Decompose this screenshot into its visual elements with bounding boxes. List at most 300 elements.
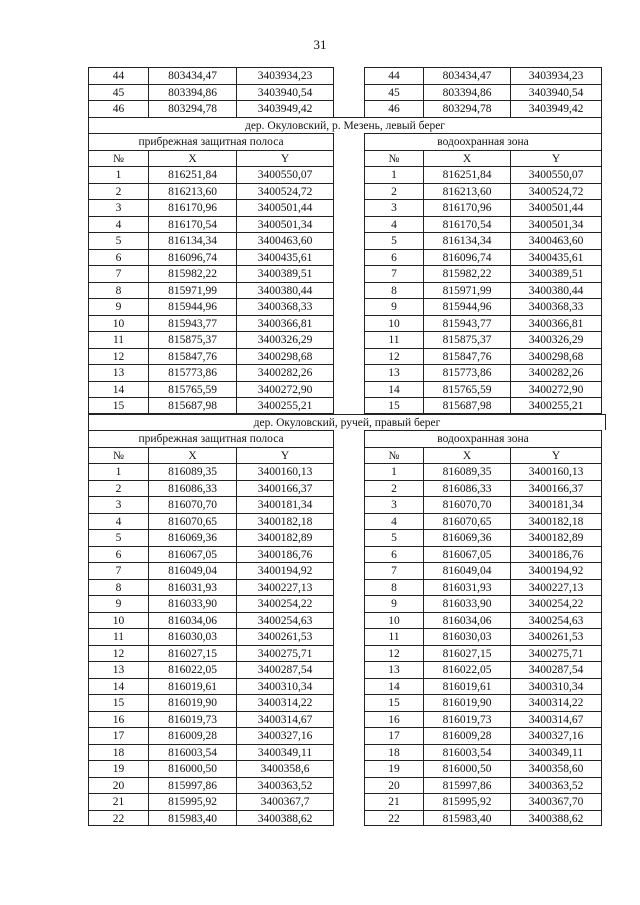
table-row (88, 298, 602, 315)
table-row (88, 397, 602, 414)
coord-y: 3400463,60 (510, 232, 602, 249)
point-number: 1 (88, 166, 148, 183)
point-number: 2 (88, 480, 148, 497)
coord-y: 3400366,81 (236, 315, 334, 332)
table-row (88, 480, 602, 497)
point-number: 15 (88, 397, 148, 414)
coord-x: 815982,22 (148, 265, 236, 282)
column-header-x: X (423, 447, 510, 464)
table-row (88, 546, 602, 563)
coord-x: 815971,99 (148, 282, 236, 299)
point-number: 6 (364, 546, 423, 563)
point-number: 3 (364, 496, 423, 513)
point-number: 22 (88, 810, 148, 827)
point-number: 15 (364, 397, 423, 414)
coord-y: 3400349,11 (236, 744, 334, 761)
point-number: 13 (364, 364, 423, 381)
table-row (88, 513, 602, 530)
coord-y: 3400182,18 (236, 513, 334, 530)
coord-y: 3400261,53 (236, 628, 334, 645)
point-number: 5 (88, 529, 148, 546)
coord-y: 3400389,51 (236, 265, 334, 282)
coord-x: 816033,90 (423, 595, 510, 612)
point-number: 15 (88, 694, 148, 711)
coord-x: 816034,06 (148, 612, 236, 629)
coord-y: 3400255,21 (236, 397, 334, 414)
coord-x: 803434,47 (148, 67, 236, 84)
point-number: 20 (88, 777, 148, 794)
table-row (88, 232, 602, 249)
coord-x: 815944,96 (148, 298, 236, 315)
point-number: 46 (88, 100, 148, 117)
table-row (88, 100, 602, 117)
coord-y: 3400160,13 (510, 463, 602, 480)
subheading-coastal-strip: прибрежная защитная полоса (88, 133, 334, 150)
point-number: 8 (88, 282, 148, 299)
point-number: 9 (88, 298, 148, 315)
point-number: 18 (364, 744, 423, 761)
column-header-y: Y (236, 150, 334, 167)
coord-y: 3400367,70 (510, 793, 602, 810)
coord-y: 3400254,63 (510, 612, 602, 629)
point-number: 2 (88, 183, 148, 200)
coord-x: 816089,35 (148, 463, 236, 480)
coord-x: 816134,34 (423, 232, 510, 249)
coord-y: 3400166,37 (236, 480, 334, 497)
coord-y: 3400368,33 (510, 298, 602, 315)
coord-y: 3400282,26 (236, 364, 334, 381)
point-number: 14 (364, 381, 423, 398)
coord-y: 3400314,22 (510, 694, 602, 711)
coord-x: 816170,96 (423, 199, 510, 216)
table-row (88, 678, 602, 695)
coord-x: 816003,54 (148, 744, 236, 761)
coord-y: 3400380,44 (236, 282, 334, 299)
coord-x: 816022,05 (423, 661, 510, 678)
coord-y: 3403940,54 (236, 84, 334, 101)
coord-x: 816019,73 (423, 711, 510, 728)
point-number: 4 (88, 513, 148, 530)
table-row (88, 777, 602, 794)
column-header-x: X (148, 447, 236, 464)
coord-x: 815971,99 (423, 282, 510, 299)
column-header-x: X (148, 150, 236, 167)
coord-y: 3400358,60 (510, 760, 602, 777)
coord-x: 815982,22 (423, 265, 510, 282)
coord-y: 3400389,51 (510, 265, 602, 282)
coord-x: 816070,65 (148, 513, 236, 530)
coord-y: 3400186,76 (236, 546, 334, 563)
coord-y: 3400275,71 (510, 645, 602, 662)
coord-x: 815765,59 (148, 381, 236, 398)
point-number: 44 (364, 67, 423, 84)
table-row (88, 463, 602, 480)
point-number: 5 (364, 529, 423, 546)
point-number: 11 (88, 331, 148, 348)
table-row (88, 496, 602, 513)
coord-x: 816019,61 (423, 678, 510, 695)
point-number: 7 (364, 265, 423, 282)
table-row (88, 166, 602, 183)
coord-y: 3400388,62 (236, 810, 334, 827)
coord-x: 815875,37 (148, 331, 236, 348)
coord-x: 816027,15 (423, 645, 510, 662)
coord-y: 3400282,26 (510, 364, 602, 381)
coord-x: 803394,86 (148, 84, 236, 101)
point-number: 2 (364, 480, 423, 497)
table-row (88, 381, 602, 398)
coord-y: 3400182,89 (236, 529, 334, 546)
point-number: 17 (88, 727, 148, 744)
coord-y: 3400254,22 (510, 595, 602, 612)
coord-x: 816251,84 (148, 166, 236, 183)
coord-y: 3400524,72 (236, 183, 334, 200)
point-number: 10 (364, 315, 423, 332)
coord-x: 816030,03 (148, 628, 236, 645)
coord-y: 3400254,22 (236, 595, 334, 612)
coord-y: 3403934,23 (236, 67, 334, 84)
table-row (88, 645, 602, 662)
point-number: 46 (364, 100, 423, 117)
subheading-row (88, 133, 602, 150)
coord-x: 815687,98 (423, 397, 510, 414)
column-header-y: Y (510, 150, 602, 167)
point-number: 6 (88, 546, 148, 563)
coord-x: 816019,90 (148, 694, 236, 711)
table-row (88, 364, 602, 381)
coord-x: 816096,74 (423, 249, 510, 266)
coord-y: 3400186,76 (510, 546, 602, 563)
table-row (88, 694, 602, 711)
coord-x: 816067,05 (148, 546, 236, 563)
coord-y: 3400287,54 (510, 661, 602, 678)
coord-y: 3400166,37 (510, 480, 602, 497)
coord-y: 3400298,68 (236, 348, 334, 365)
column-header-y: Y (236, 447, 334, 464)
point-number: 1 (88, 463, 148, 480)
coordinates-table (88, 67, 602, 826)
coord-x: 816000,50 (423, 760, 510, 777)
coord-y: 3400287,54 (236, 661, 334, 678)
coord-x: 815773,86 (423, 364, 510, 381)
coord-y: 3400501,34 (236, 216, 334, 233)
point-number: 8 (364, 282, 423, 299)
coord-x: 816031,93 (148, 579, 236, 596)
coord-y: 3400363,52 (236, 777, 334, 794)
coord-x: 816009,28 (148, 727, 236, 744)
table-row (88, 529, 602, 546)
coord-y: 3400501,34 (510, 216, 602, 233)
coord-y: 3400327,16 (236, 727, 334, 744)
table-row (88, 199, 602, 216)
table-row (88, 793, 602, 810)
table-row (88, 84, 602, 101)
point-number: 22 (364, 810, 423, 827)
point-number: 3 (88, 199, 148, 216)
point-number: 13 (88, 364, 148, 381)
table-row (88, 562, 602, 579)
point-number: 10 (364, 612, 423, 629)
coord-y: 3403940,54 (510, 84, 602, 101)
coord-y: 3400310,34 (236, 678, 334, 695)
point-number: 10 (88, 612, 148, 629)
coord-y: 3400298,68 (510, 348, 602, 365)
coord-x: 816251,84 (423, 166, 510, 183)
coord-x: 816027,15 (148, 645, 236, 662)
coord-y: 3400194,92 (510, 562, 602, 579)
table-row (88, 331, 602, 348)
point-number: 12 (88, 348, 148, 365)
subheading-water-zone: водоохранная зона (364, 430, 602, 447)
coord-x: 816000,50 (148, 760, 236, 777)
coord-y: 3400227,13 (510, 579, 602, 596)
point-number: 20 (364, 777, 423, 794)
subheading-coastal-strip: прибрежная защитная полоса (88, 430, 334, 447)
coord-y: 3400326,29 (236, 331, 334, 348)
coord-y: 3400182,89 (510, 529, 602, 546)
coord-y: 3400272,90 (510, 381, 602, 398)
coord-y: 3400358,6 (236, 760, 334, 777)
point-number: 5 (364, 232, 423, 249)
coord-x: 815944,96 (423, 298, 510, 315)
coord-y: 3400380,44 (510, 282, 602, 299)
coord-x: 816049,04 (423, 562, 510, 579)
coord-y: 3400255,21 (510, 397, 602, 414)
coord-x: 803294,78 (148, 100, 236, 117)
coord-x: 816022,05 (148, 661, 236, 678)
table-row (88, 595, 602, 612)
coord-x: 816134,34 (148, 232, 236, 249)
coord-x: 816086,33 (148, 480, 236, 497)
coord-x: 816170,96 (148, 199, 236, 216)
table-row (88, 744, 602, 761)
coord-y: 3400160,13 (236, 463, 334, 480)
point-number: 7 (88, 265, 148, 282)
table-row (88, 67, 602, 84)
coord-y: 3403949,42 (510, 100, 602, 117)
point-number: 1 (364, 463, 423, 480)
column-header-number: № (88, 447, 148, 464)
point-number: 17 (364, 727, 423, 744)
coord-y: 3400349,11 (510, 744, 602, 761)
section-title-row (88, 414, 602, 431)
point-number: 16 (364, 711, 423, 728)
coord-y: 3400368,33 (236, 298, 334, 315)
coord-x: 815765,59 (423, 381, 510, 398)
coord-y: 3400310,34 (510, 678, 602, 695)
coord-y: 3400194,92 (236, 562, 334, 579)
table-row (88, 760, 602, 777)
coord-x: 815847,76 (148, 348, 236, 365)
coord-y: 3400363,52 (510, 777, 602, 794)
point-number: 11 (364, 331, 423, 348)
coord-y: 3400314,67 (236, 711, 334, 728)
point-number: 14 (364, 678, 423, 695)
coord-x: 816049,04 (148, 562, 236, 579)
table-row (88, 711, 602, 728)
point-number: 15 (364, 694, 423, 711)
point-number: 9 (364, 595, 423, 612)
table-row (88, 628, 602, 645)
coord-x: 815997,86 (148, 777, 236, 794)
coord-x: 803434,47 (423, 67, 510, 84)
point-number: 45 (364, 84, 423, 101)
point-number: 6 (88, 249, 148, 266)
coord-y: 3400272,90 (236, 381, 334, 398)
coord-y: 3400366,81 (510, 315, 602, 332)
point-number: 9 (88, 595, 148, 612)
coord-x: 816067,05 (423, 546, 510, 563)
coord-x: 816069,36 (148, 529, 236, 546)
coord-x: 803394,86 (423, 84, 510, 101)
point-number: 19 (364, 760, 423, 777)
coord-x: 816009,28 (423, 727, 510, 744)
column-header-row (88, 150, 602, 167)
point-number: 14 (88, 381, 148, 398)
coord-x: 816019,61 (148, 678, 236, 695)
coord-x: 816096,74 (148, 249, 236, 266)
coord-x: 816034,06 (423, 612, 510, 629)
table-row (88, 348, 602, 365)
coord-y: 3400524,72 (510, 183, 602, 200)
coord-y: 3400181,34 (510, 496, 602, 513)
table-row (88, 661, 602, 678)
coord-y: 3400435,61 (236, 249, 334, 266)
section-title: дер. Окуловский, р. Мезень, левый берег (88, 117, 602, 134)
coord-x: 815983,40 (148, 810, 236, 827)
point-number: 5 (88, 232, 148, 249)
coord-y: 3400181,34 (236, 496, 334, 513)
coord-y: 3400501,44 (510, 199, 602, 216)
coord-x: 815875,37 (423, 331, 510, 348)
coord-x: 816086,33 (423, 480, 510, 497)
coord-y: 3400254,63 (236, 612, 334, 629)
point-number: 4 (364, 513, 423, 530)
subheading-row (88, 430, 602, 447)
coord-y: 3400261,53 (510, 628, 602, 645)
column-header-number: № (88, 150, 148, 167)
table-row (88, 579, 602, 596)
point-number: 16 (88, 711, 148, 728)
table-row (88, 282, 602, 299)
coord-x: 815995,92 (148, 793, 236, 810)
column-header-number: № (364, 150, 423, 167)
coord-x: 816019,90 (423, 694, 510, 711)
coord-x: 803294,78 (423, 100, 510, 117)
coord-y: 3400314,22 (236, 694, 334, 711)
coord-x: 816070,65 (423, 513, 510, 530)
point-number: 19 (88, 760, 148, 777)
coord-x: 815943,77 (423, 315, 510, 332)
coord-x: 815943,77 (148, 315, 236, 332)
coord-x: 816070,70 (148, 496, 236, 513)
coord-x: 815995,92 (423, 793, 510, 810)
table-row (88, 315, 602, 332)
table-row (88, 810, 602, 827)
coord-x: 815773,86 (148, 364, 236, 381)
point-number: 7 (364, 562, 423, 579)
point-number: 1 (364, 166, 423, 183)
point-number: 21 (364, 793, 423, 810)
coord-x: 815983,40 (423, 810, 510, 827)
section-title-row (88, 117, 602, 134)
coord-y: 3400327,16 (510, 727, 602, 744)
point-number: 2 (364, 183, 423, 200)
coord-x: 816019,73 (148, 711, 236, 728)
coord-x: 816069,36 (423, 529, 510, 546)
coord-x: 815847,76 (423, 348, 510, 365)
point-number: 14 (88, 678, 148, 695)
coord-x: 816033,90 (148, 595, 236, 612)
coord-y: 3403949,42 (236, 100, 334, 117)
coord-y: 3400367,7 (236, 793, 334, 810)
coord-y: 3400550,07 (236, 166, 334, 183)
point-number: 8 (88, 579, 148, 596)
coord-y: 3400182,18 (510, 513, 602, 530)
coord-x: 816030,03 (423, 628, 510, 645)
coord-x: 816070,70 (423, 496, 510, 513)
point-number: 21 (88, 793, 148, 810)
page-number: 31 (313, 37, 327, 52)
coord-y: 3403934,23 (510, 67, 602, 84)
point-number: 13 (364, 661, 423, 678)
column-header-row (88, 447, 602, 464)
coord-x: 816003,54 (423, 744, 510, 761)
point-number: 18 (88, 744, 148, 761)
table-row (88, 265, 602, 282)
coord-y: 3400388,62 (510, 810, 602, 827)
coord-y: 3400314,67 (510, 711, 602, 728)
point-number: 9 (364, 298, 423, 315)
subheading-water-zone: водоохранная зона (364, 133, 602, 150)
table-row (88, 249, 602, 266)
coord-y: 3400550,07 (510, 166, 602, 183)
point-number: 10 (88, 315, 148, 332)
coord-y: 3400227,13 (236, 579, 334, 596)
coord-y: 3400501,44 (236, 199, 334, 216)
coord-x: 816170,54 (423, 216, 510, 233)
point-number: 11 (88, 628, 148, 645)
column-header-number: № (364, 447, 423, 464)
point-number: 7 (88, 562, 148, 579)
column-header-y: Y (510, 447, 602, 464)
point-number: 12 (364, 348, 423, 365)
coord-x: 815687,98 (148, 397, 236, 414)
column-header-x: X (423, 150, 510, 167)
point-number: 45 (88, 84, 148, 101)
coord-x: 816031,93 (423, 579, 510, 596)
point-number: 3 (364, 199, 423, 216)
point-number: 3 (88, 496, 148, 513)
coord-y: 3400326,29 (510, 331, 602, 348)
coord-y: 3400435,61 (510, 249, 602, 266)
coord-y: 3400275,71 (236, 645, 334, 662)
section-title: дер. Окуловский, ручей, правый берег (88, 414, 606, 431)
coord-x: 816089,35 (423, 463, 510, 480)
point-number: 8 (364, 579, 423, 596)
table-row (88, 612, 602, 629)
point-number: 44 (88, 67, 148, 84)
point-number: 4 (88, 216, 148, 233)
point-number: 6 (364, 249, 423, 266)
table-row (88, 727, 602, 744)
coord-y: 3400463,60 (236, 232, 334, 249)
point-number: 4 (364, 216, 423, 233)
point-number: 12 (88, 645, 148, 662)
table-row (88, 183, 602, 200)
table-row (88, 216, 602, 233)
point-number: 11 (364, 628, 423, 645)
